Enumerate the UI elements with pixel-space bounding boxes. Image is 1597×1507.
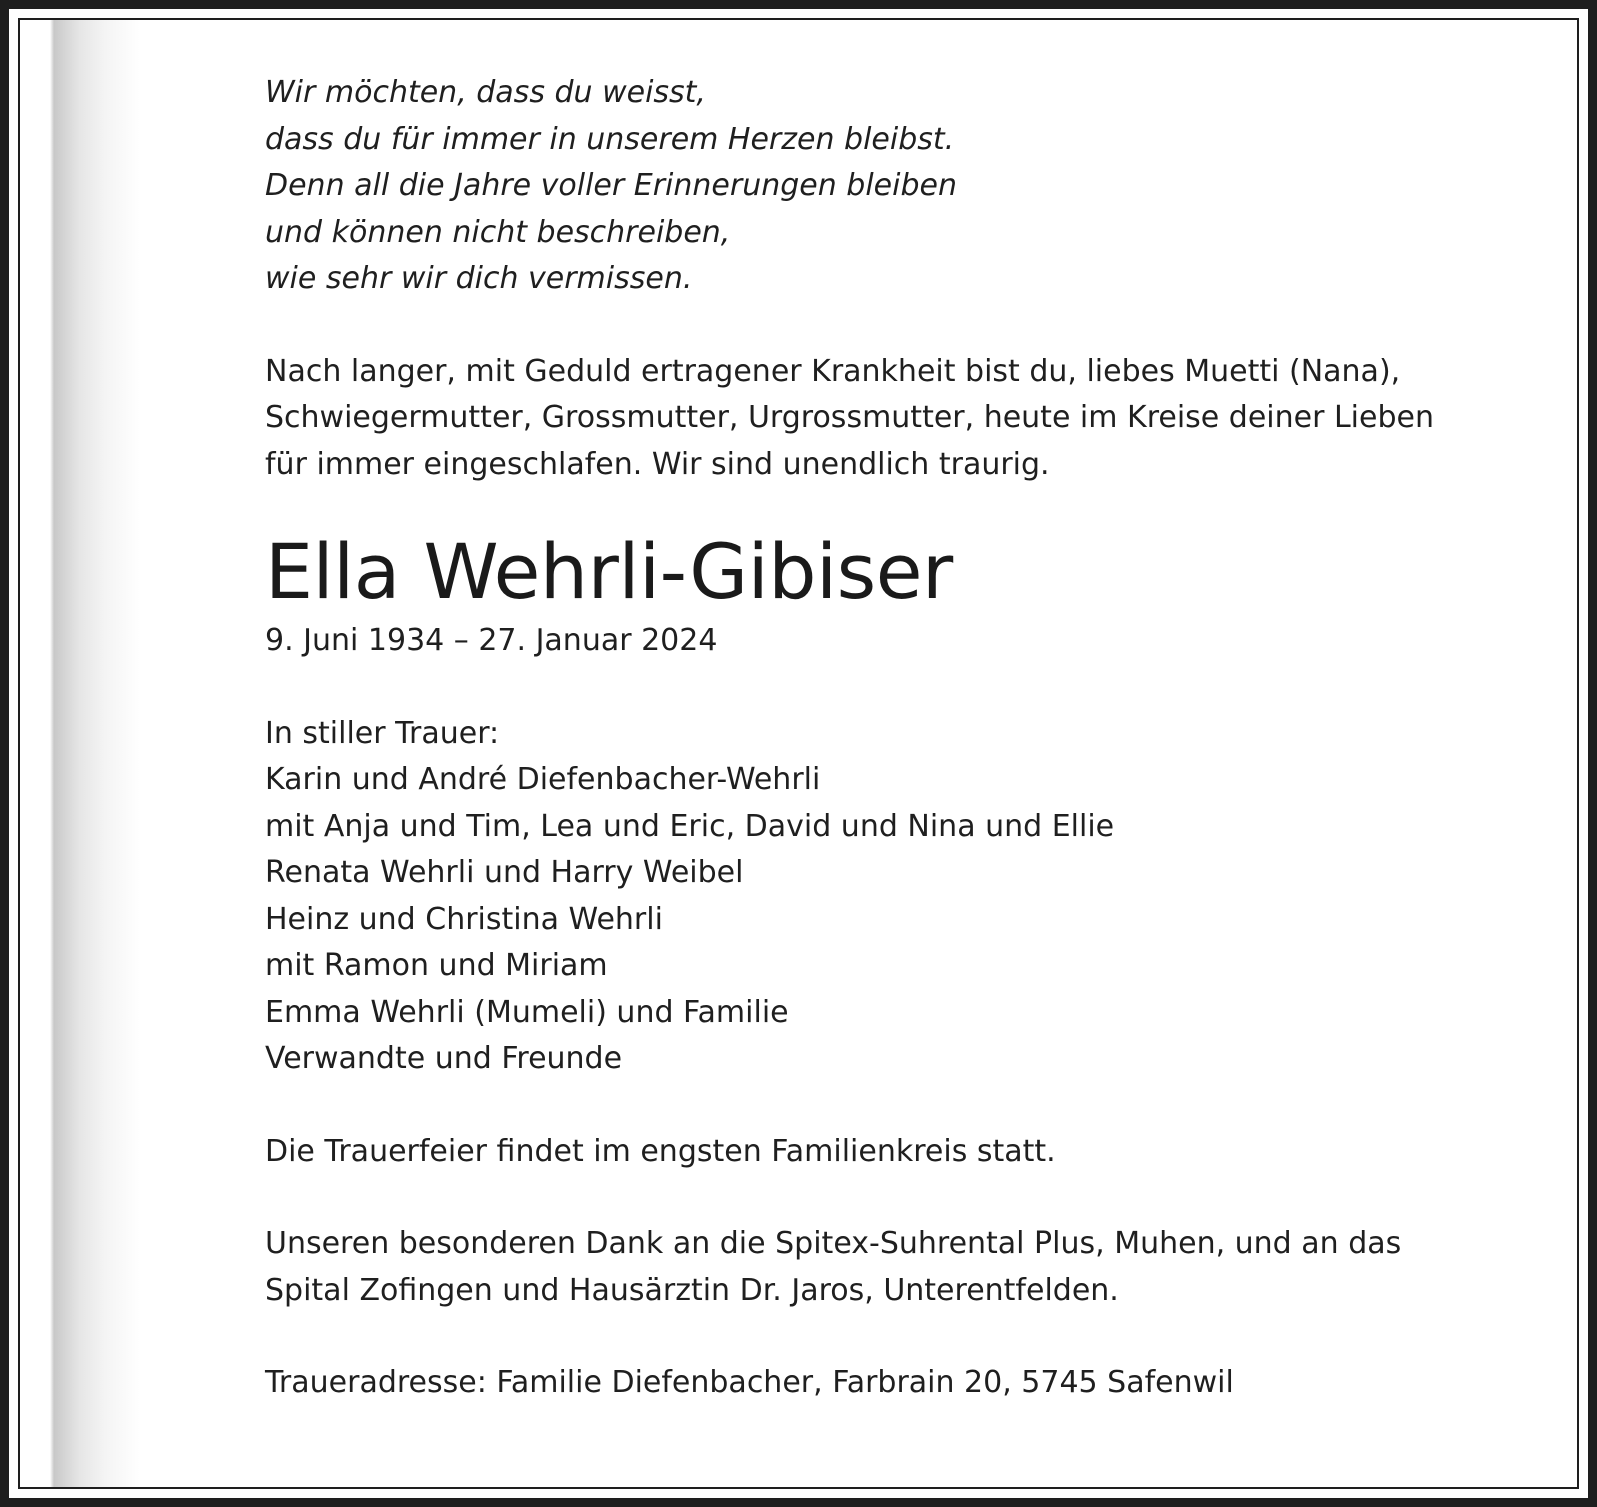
- announcement-line: Nach langer, mit Geduld ertragener Krankheit bist du, liebes Muetti (Nana),: [265, 353, 1401, 389]
- page-fold-shadow: [20, 20, 140, 1487]
- announcement-line: Schwiegermutter, Grossmutter, Urgrossmutter, heute im Kreise deiner Lieben: [265, 400, 1434, 435]
- mourners-heading: In stiller Trauer:: [265, 715, 500, 751]
- mourner-entry: Renata Wehrli und Harry Weibel: [265, 855, 744, 890]
- mourners-list: [265, 711, 1505, 1083]
- obituary-notice: [18, 18, 1579, 1489]
- thanks-line: Spital Zofingen und Hausärztin Dr. Jaros, Unterentfelden.: [265, 1272, 1119, 1308]
- memorial-verse: [265, 70, 1505, 303]
- verse-line: dass du für immer in unserem Herzen bleibst.: [265, 121, 955, 157]
- verse-line: Wir möchten, dass du weisst,: [265, 75, 706, 110]
- obituary-content: [265, 70, 1505, 1407]
- deceased-name: Ella Wehrli-Gibiser: [265, 527, 953, 616]
- announcement-line: für immer eingeschlafen. Wir sind unendlich traurig.: [265, 446, 1050, 482]
- verse-line: wie sehr wir dich vermissen.: [265, 261, 693, 296]
- mourner-entry: mit Ramon und Miriam: [265, 948, 608, 983]
- mourner-entry: Karin und André Diefenbacher-Wehrli: [265, 762, 821, 797]
- mourner-entry: Verwandte und Freunde: [265, 1041, 623, 1076]
- mourner-entry: mit Anja und Tim, Lea und Eric, David und Nina und Ellie: [265, 808, 1115, 844]
- mourning-address: [265, 1360, 1505, 1407]
- ceremony-info: [265, 1129, 1505, 1176]
- life-dates: 9. Juni 1934 – 27. Januar 2024: [265, 623, 718, 658]
- mourner-entry: Emma Wehrli (Mumeli) und Familie: [265, 994, 789, 1030]
- ceremony-line: Die Trauerfeier findet im engsten Familienkreis statt.: [265, 1133, 1056, 1169]
- verse-line: Denn all die Jahre voller Erinnerungen bleiben: [265, 168, 957, 203]
- verse-line: und können nicht beschreiben,: [265, 214, 731, 250]
- mourner-entry: Heinz und Christina Wehrli: [265, 901, 663, 937]
- announcement-text: [265, 349, 1505, 489]
- thanks-text: [265, 1221, 1505, 1314]
- thanks-line: Unseren besonderen Dank an die Spitex-Suhrental Plus, Muhen, und an das: [265, 1226, 1402, 1261]
- address-line: Traueradresse: Familie Diefenbacher, Farbrain 20, 5745 Safenwil: [265, 1365, 1234, 1400]
